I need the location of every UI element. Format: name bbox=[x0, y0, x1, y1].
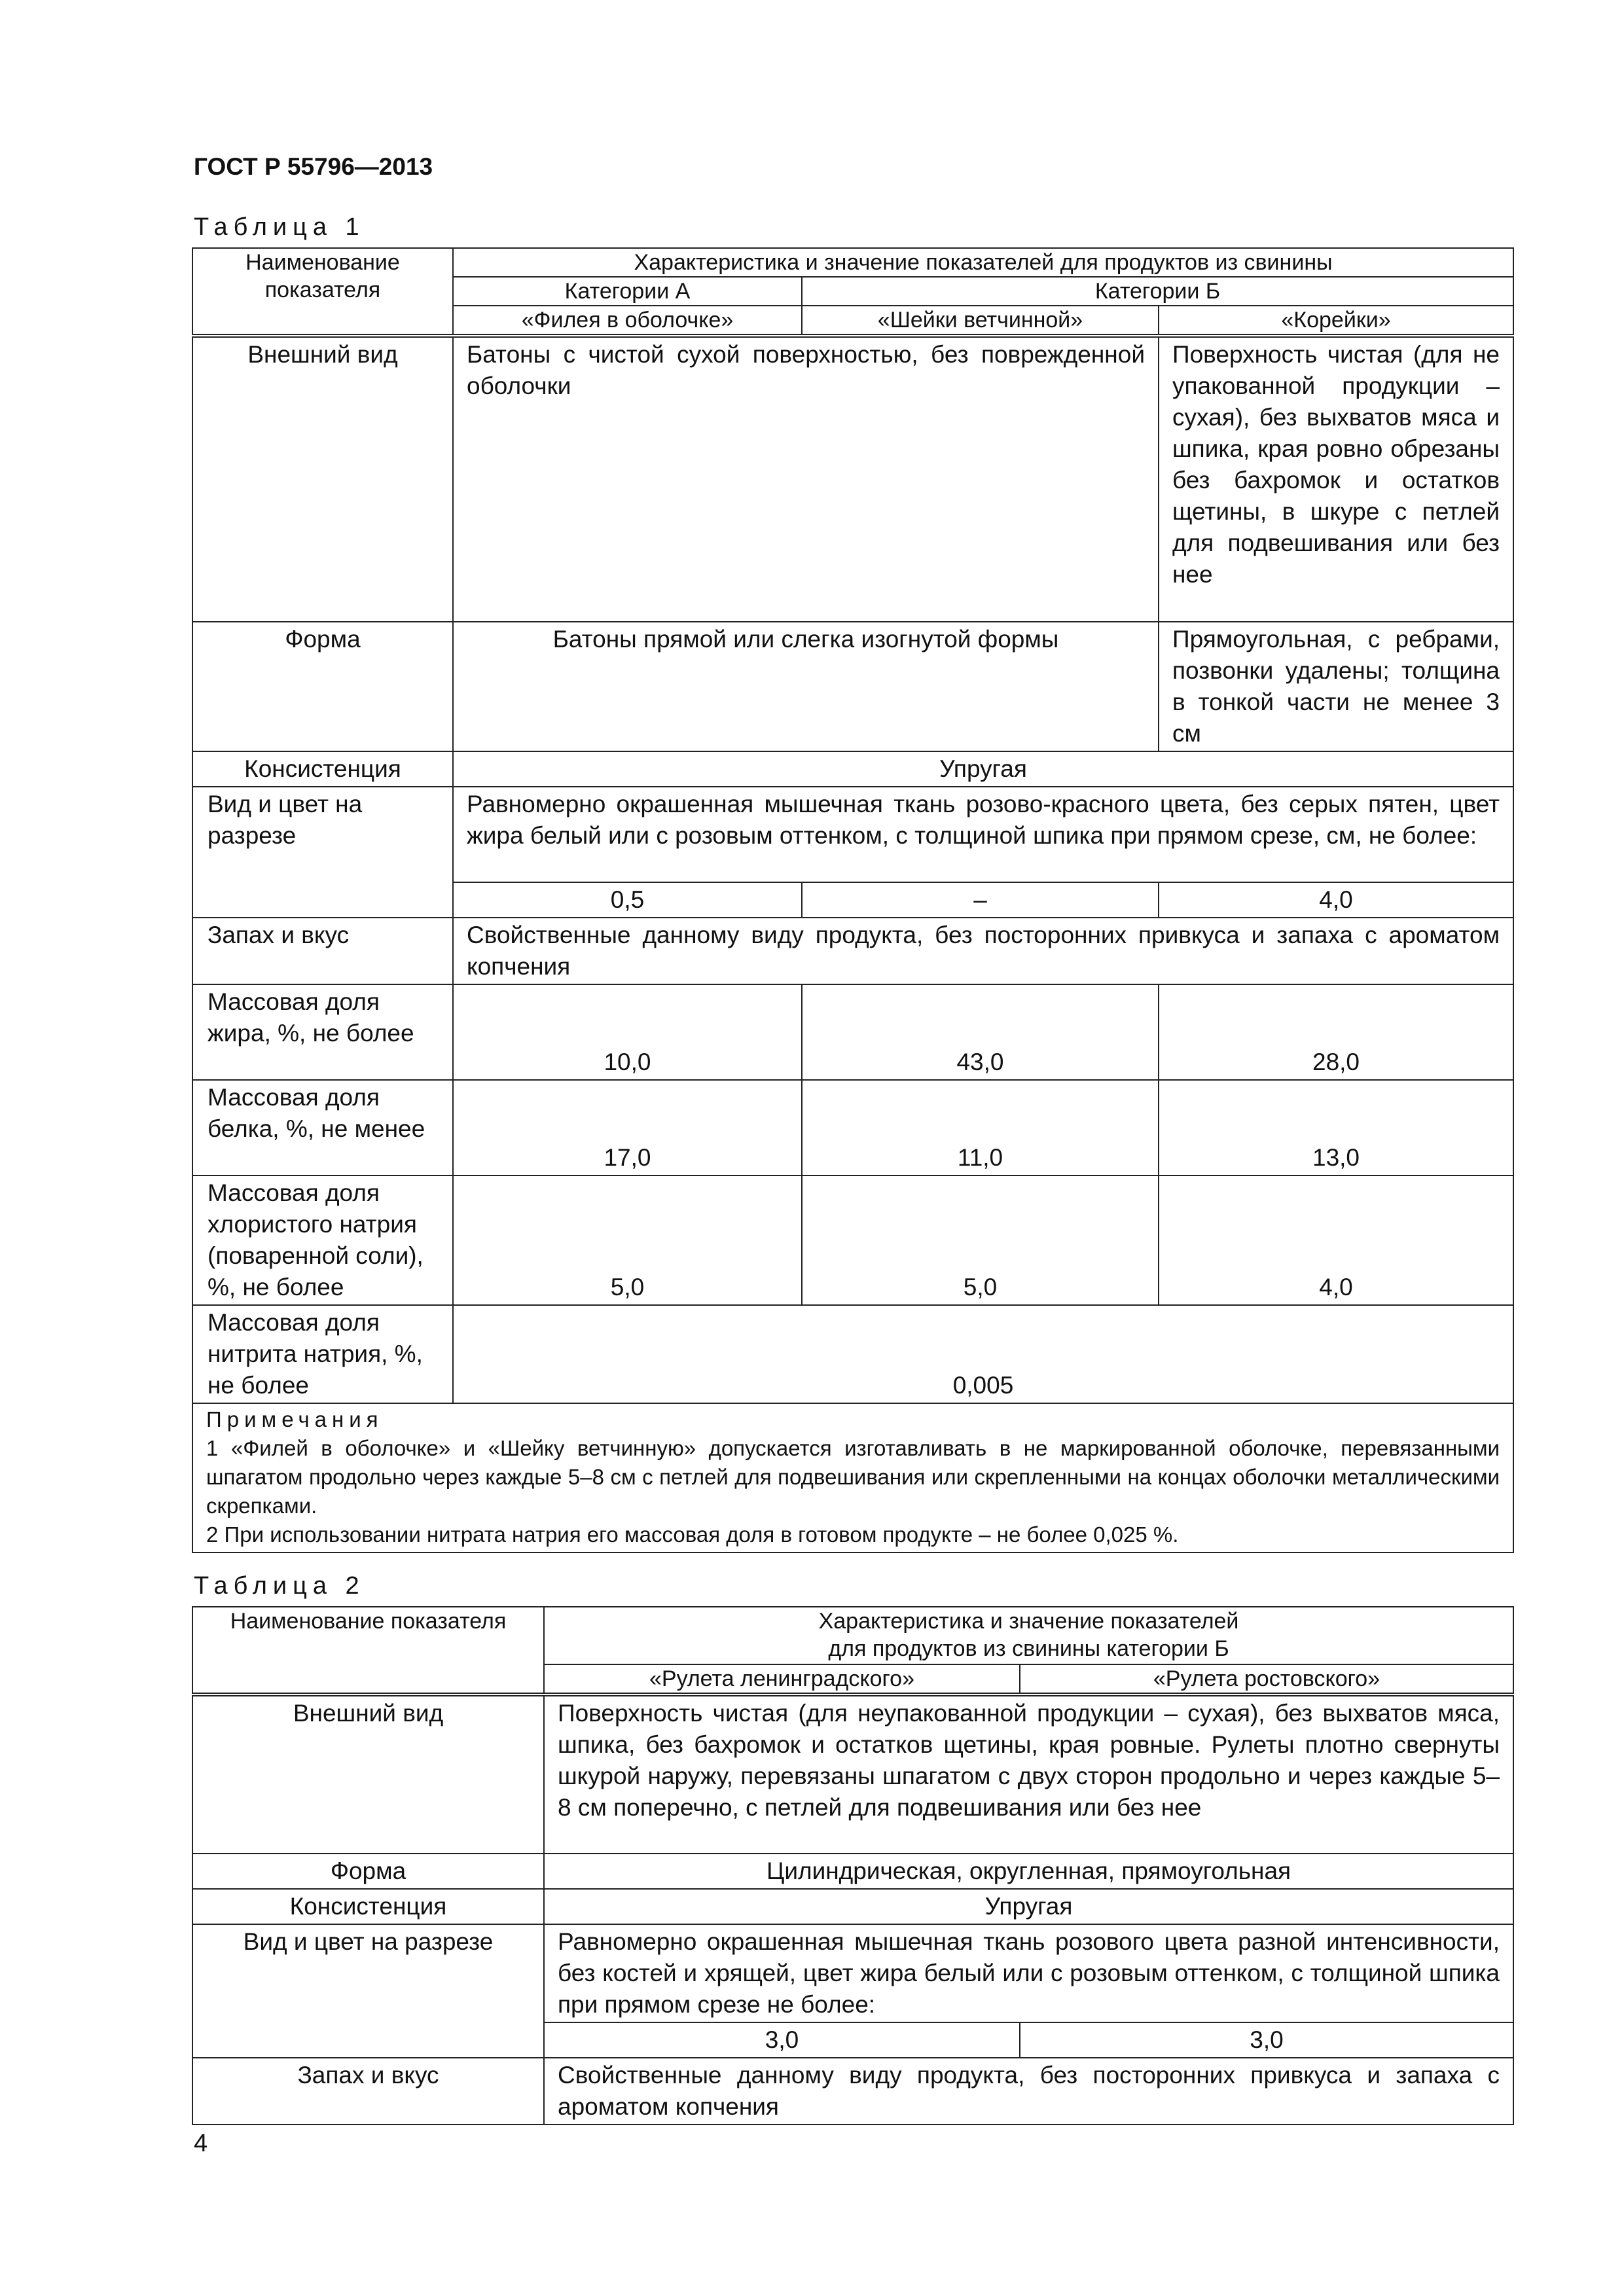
t1-salt-v3: 4,0 bbox=[1159, 1175, 1513, 1305]
t1-header-characteristic: Характеристика и значение показателей для продуктов из свинины bbox=[453, 248, 1513, 277]
table1 bbox=[192, 247, 1514, 1553]
t2-shape-name: Форма bbox=[192, 1854, 544, 1889]
t1-row-appearance bbox=[192, 336, 1513, 622]
t1-fat-v3: 28,0 bbox=[1159, 984, 1513, 1080]
t2-row-cut-view bbox=[192, 1924, 1513, 2022]
t1-cut-view-v1: 0,5 bbox=[453, 882, 802, 918]
t1-fat-v2: 43,0 bbox=[802, 984, 1159, 1080]
t2-row-appearance bbox=[192, 1695, 1513, 1854]
t1-row-notes bbox=[192, 1403, 1513, 1552]
t1-notes-title: Примечания bbox=[206, 1407, 384, 1431]
t1-cut-view-v3: 4,0 bbox=[1159, 882, 1513, 918]
table1-caption: Таблица 1 bbox=[194, 213, 365, 241]
t1-cut-view-name: Вид и цвет на разрезе bbox=[192, 787, 453, 918]
t1-cut-view-text: Равномерно окрашенная мышечная ткань розово-красного цвета, без серых пятен, цвет жира белый или с розовым оттенком, с толщиной шпика при прямом срезе, см, не более: bbox=[453, 787, 1513, 882]
t1-protein-v2: 11,0 bbox=[802, 1080, 1159, 1175]
t2-consistency-name: Консистенция bbox=[192, 1889, 544, 1924]
t1-header-category-a: Категории А bbox=[453, 277, 802, 306]
t2-shape-value: Цилиндрическая, округленная, прямоугольная bbox=[544, 1854, 1513, 1889]
t1-row-protein bbox=[192, 1080, 1513, 1175]
t2-appearance-value: Поверхность чистая (для неупакованной продукции – сухая), без выхватов мяса, шпика, без бахромок и остатков щетины, края ровные. Рулеты плотно свернуты шкурой наружу, перевязаны шпагатом с двух сторон продольно и через каждые 5–8 см поперечно, с петлей для подвешивания или без нее bbox=[544, 1695, 1513, 1854]
t1-shape-name: Форма bbox=[192, 622, 453, 751]
t1-smell-name: Запах и вкус bbox=[192, 918, 453, 984]
t2-header-characteristic-line1: Характеристика и значение показателей bbox=[818, 1609, 1239, 1634]
t2-smell-value: Свойственные данному виду продукта, без посторонних привкуса и запаха с ароматом копчения bbox=[544, 2058, 1513, 2125]
t1-appearance-name: Внешний вид bbox=[192, 336, 453, 622]
t1-header-product-korejka: «Корейки» bbox=[1159, 306, 1513, 336]
t1-note-1: 1 «Филей в оболочке» и «Шейку ветчинную» допускается изготавливать в не маркированной оболочке, перевязанными шпагатом продольно через каждые 5–8 см с петлей для подвешивания или скрепленными на концах оболочки металлическими скрепками. bbox=[206, 1436, 1500, 1518]
t1-appearance-korejka: Поверхность чистая (для не упакованной продукции – сухая), без выхватов мяса и шпика, края ровно обрезаны без бахромок и остатков щетины, в шкуре с петлей для подвешивания или без нее bbox=[1159, 336, 1513, 622]
t1-shape-merged: Батоны прямой или слегка изогнутой формы bbox=[453, 622, 1159, 751]
t2-cut-view-v1: 3,0 bbox=[544, 2022, 1020, 2058]
t1-row-salt bbox=[192, 1175, 1513, 1305]
t1-protein-v1: 17,0 bbox=[453, 1080, 802, 1175]
t2-smell-name: Запах и вкус bbox=[192, 2058, 544, 2125]
t2-cut-view-name: Вид и цвет на разрезе bbox=[192, 1924, 544, 2058]
t2-cut-view-v2: 3,0 bbox=[1020, 2022, 1513, 2058]
t1-row-cut-view bbox=[192, 787, 1513, 882]
t1-row-smell bbox=[192, 918, 1513, 984]
t1-appearance-merged: Батоны с чистой сухой поверхностью, без поврежденной оболочки bbox=[453, 336, 1159, 622]
t1-nitrite-value: 0,005 bbox=[453, 1305, 1513, 1403]
t1-consistency-name: Консистенция bbox=[192, 751, 453, 787]
page-number: 4 bbox=[194, 2130, 208, 2157]
t1-header-category-b: Категории Б bbox=[802, 277, 1513, 306]
t2-row-consistency bbox=[192, 1889, 1513, 1924]
t2-header-name: Наименование показателя bbox=[192, 1607, 544, 1695]
t2-header-product-rostovsky: «Рулета ростовского» bbox=[1020, 1664, 1513, 1695]
t1-row-shape bbox=[192, 622, 1513, 751]
t1-row-fat bbox=[192, 984, 1513, 1080]
t1-notes bbox=[192, 1403, 1513, 1552]
t1-header-product-filej: «Филея в оболочке» bbox=[453, 306, 802, 336]
t1-nitrite-name: Массовая доля нитрита натрия, %, не более bbox=[192, 1305, 453, 1403]
t2-header-characteristic-line2: для продуктов из свинины категории Б bbox=[828, 1636, 1229, 1661]
t1-protein-name: Массовая доля белка, %, не менее bbox=[192, 1080, 453, 1175]
t2-appearance-name: Внешний вид bbox=[192, 1695, 544, 1854]
t1-note-2: 2 При использовании нитрата натрия его массовая доля в готовом продукте – не более 0,025 %. bbox=[206, 1522, 1179, 1547]
document-code: ГОСТ Р 55796—2013 bbox=[194, 153, 433, 180]
t1-header-name: Наименование показателя bbox=[192, 248, 453, 336]
t1-salt-v1: 5,0 bbox=[453, 1175, 802, 1305]
t2-consistency-value: Упругая bbox=[544, 1889, 1513, 1924]
t1-row-consistency bbox=[192, 751, 1513, 787]
table2 bbox=[192, 1606, 1514, 2125]
t1-shape-korejka: Прямоугольная, с ребрами, позвонки удалены; толщина в тонкой части не менее 3 см bbox=[1159, 622, 1513, 751]
t1-fat-v1: 10,0 bbox=[453, 984, 802, 1080]
t1-row-nitrite bbox=[192, 1305, 1513, 1403]
t1-protein-v3: 13,0 bbox=[1159, 1080, 1513, 1175]
t1-cut-view-v2: – bbox=[802, 882, 1159, 918]
t2-row-shape bbox=[192, 1854, 1513, 1889]
t2-header-characteristic bbox=[544, 1607, 1513, 1664]
t1-salt-v2: 5,0 bbox=[802, 1175, 1159, 1305]
t1-header-product-shejka: «Шейки ветчинной» bbox=[802, 306, 1159, 336]
t2-header-product-leningradsky: «Рулета ленинградского» bbox=[544, 1664, 1020, 1695]
t2-row-smell bbox=[192, 2058, 1513, 2125]
t1-smell-value: Свойственные данному виду продукта, без посторонних привкуса и запаха с ароматом копчения bbox=[453, 918, 1513, 984]
table2-caption: Таблица 2 bbox=[194, 1572, 365, 1600]
t2-cut-view-text: Равномерно окрашенная мышечная ткань розового цвета разной интенсивности, без костей и хрящей, цвет жира белый или с розовым оттенком, с толщиной шпика при прямом срезе не более: bbox=[544, 1924, 1513, 2022]
t1-consistency-value: Упругая bbox=[453, 751, 1513, 787]
t1-salt-name: Массовая доля хлористого натрия (поваренной соли), %, не более bbox=[192, 1175, 453, 1305]
t1-fat-name: Массовая доля жира, %, не более bbox=[192, 984, 453, 1080]
